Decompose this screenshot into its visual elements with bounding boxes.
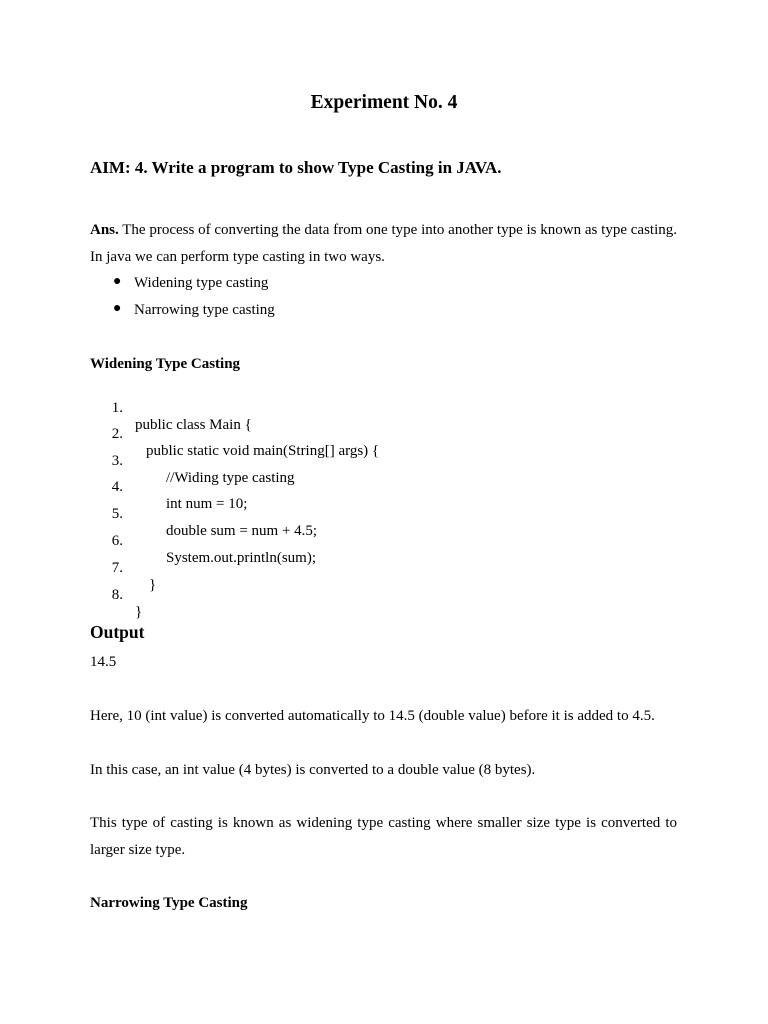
line-number: 2. [111, 426, 123, 442]
code-text: } [135, 604, 143, 620]
line-number: 7. [111, 560, 123, 576]
narrowing-heading: Narrowing Type Casting [90, 895, 248, 911]
bullet-dot-icon: ● [113, 274, 122, 289]
line-number: 6. [111, 533, 123, 549]
output-heading: Output [90, 622, 145, 642]
line-number: 4. [111, 479, 123, 495]
line-number: 3. [111, 453, 123, 469]
explanation-paragraph: Here, 10 (int value) is converted automatically to 14.5 (double value) before it is added to 4.5. [90, 708, 655, 724]
code-line [100, 570, 143, 621]
answer-label: Ans. [90, 222, 119, 238]
explanation-paragraph: This type of casting is known as widening type casting where smaller size type is converted to larger size type. [90, 815, 677, 858]
answer-text: The process of converting the data from one type into another type is known as type casting. In java we can perform type casting in two ways. [90, 222, 677, 265]
bullet-text: Narrowing type casting [134, 302, 275, 318]
document-title: Experiment No. 4 [310, 92, 458, 113]
bullet-dot-icon: ● [113, 301, 122, 316]
line-number: 5. [111, 506, 123, 522]
answer-paragraph [90, 217, 677, 271]
line-number: 8. [111, 587, 123, 603]
code-text: int num = 10; [166, 496, 248, 512]
code-text: double sum = num + 4.5; [166, 523, 318, 539]
explanation-paragraph: In this case, an int value (4 bytes) is converted to a double value (8 bytes). [90, 762, 536, 778]
code-text: public class Main { [135, 417, 252, 433]
bullet-text: Widening type casting [134, 275, 269, 291]
output-value: 14.5 [90, 654, 117, 670]
line-number: 1. [111, 400, 123, 416]
widening-heading: Widening Type Casting [90, 356, 241, 372]
code-text: //Widing type casting [166, 470, 295, 486]
aim-heading: AIM: 4. Write a program to show Type Casting in JAVA. [90, 158, 502, 177]
code-text: } [149, 577, 157, 593]
code-text: public static void main(String[] args) { [146, 443, 380, 459]
code-text: System.out.println(sum); [166, 550, 316, 566]
